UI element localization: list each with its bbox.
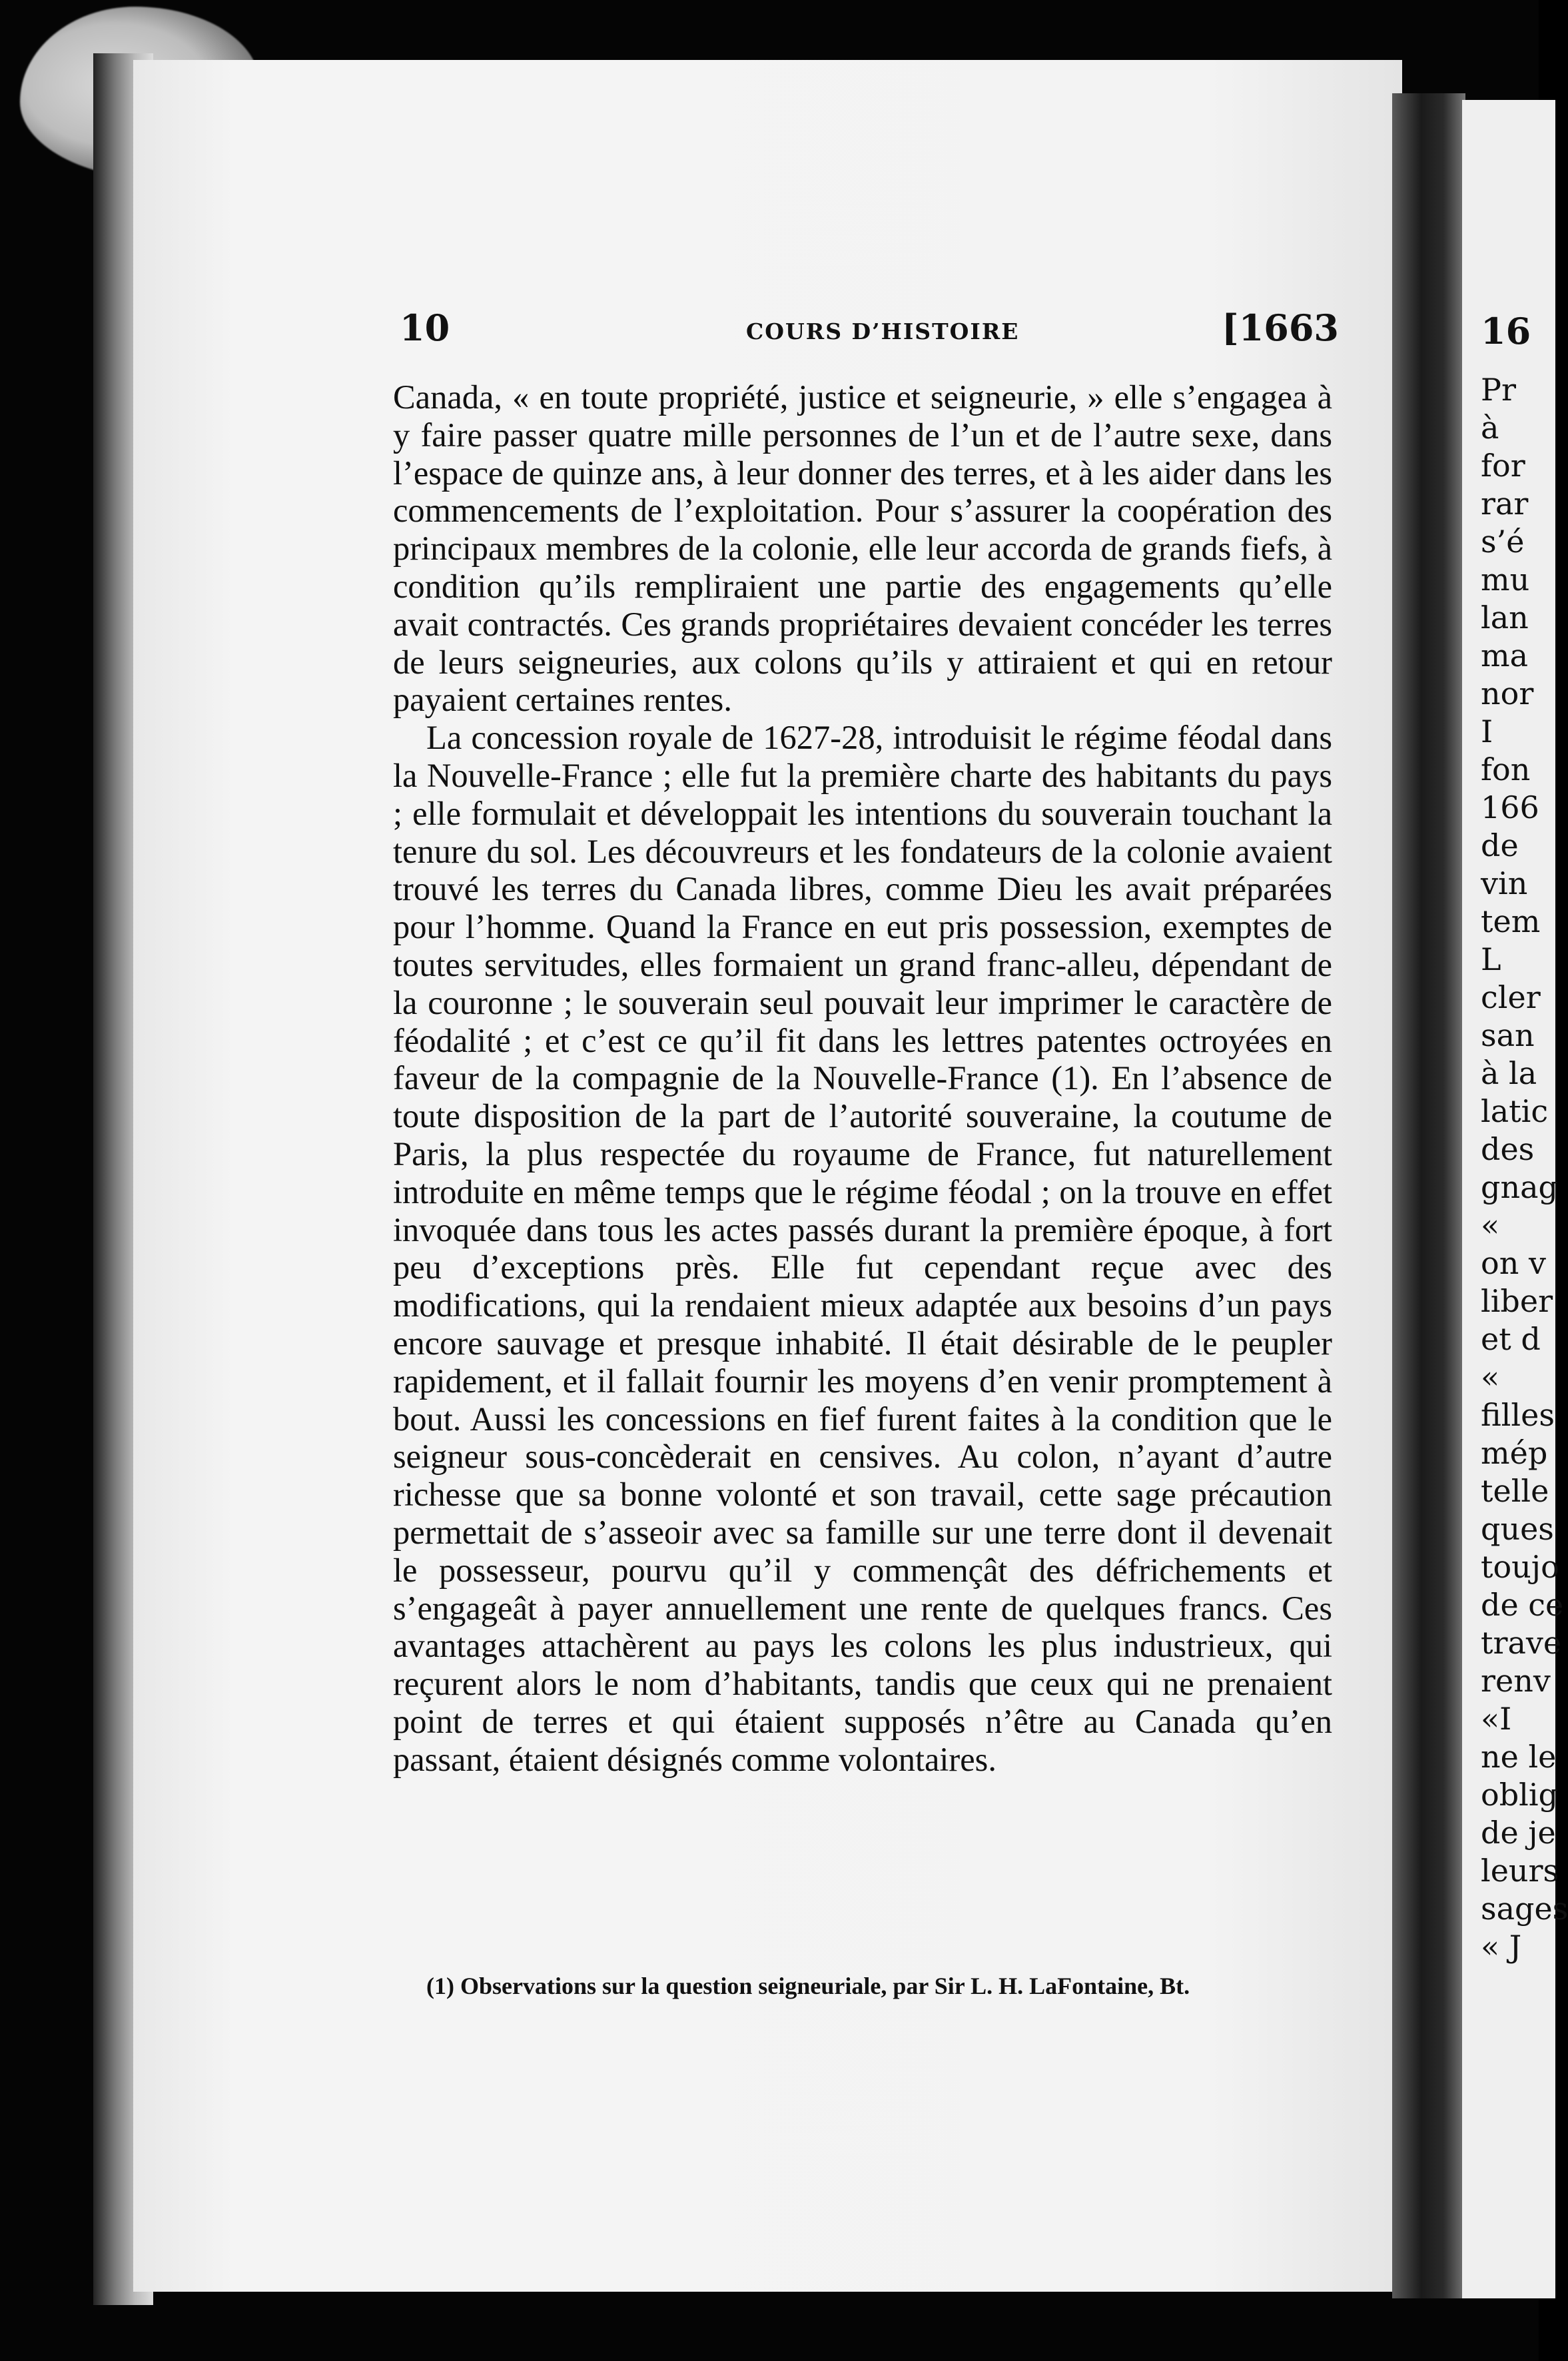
paragraph: Canada, « en toute propriété, justice et seigneurie, » elle s’engagea à y faire passer quatre mille personnes de l’un et de l’autre sexe, dans l’espace de quinze ans, à leur donner des terres, et à les aider dans les commencements de l’exploitation. Pour s’assurer la coopération des principaux membres de la colonie, elle leur accorda de grands fiefs, à condition qu’ils rempliraient une partie des engagements qu’elle avait contractés. Ces grands propriétaires devaient concéder les terres de leurs seigneuries, aux colons qu’ils y attiraient et qui en retour payaient certaines rentes. — [393, 378, 1332, 719]
year-marker: [1663 — [1222, 306, 1339, 349]
next-page-text-fragment: et d — [1481, 1321, 1541, 1357]
next-page-text-fragment: trave — [1481, 1625, 1562, 1661]
next-page-text-fragment: des — [1481, 1131, 1535, 1167]
next-page-text-fragment: « J — [1481, 1929, 1522, 1965]
next-page-text-fragment: for — [1481, 448, 1525, 484]
next-page-text-fragment: à la — [1481, 1055, 1537, 1091]
next-page-text-fragment: renv — [1481, 1663, 1551, 1699]
next-page-text-fragment: sages — [1481, 1891, 1568, 1927]
body-text — [393, 378, 1332, 1778]
page-gutter — [1392, 93, 1465, 2298]
next-page-text-fragment: filles — [1481, 1397, 1555, 1433]
next-page-text-fragment: «I — [1481, 1701, 1512, 1737]
next-page-text-fragment: leurs — [1481, 1853, 1559, 1889]
next-page-edge — [1462, 100, 1568, 2298]
next-page-text-fragment: « — [1481, 1359, 1500, 1395]
running-title: COURS D’HISTOIRE — [746, 318, 1020, 344]
next-page-text-fragment: s’é — [1481, 524, 1525, 560]
next-page-text-fragment: L — [1481, 941, 1501, 977]
footnote: (1) Observations sur la question seigneuriale, par Sir L. H. LaFontaine, Bt. — [426, 1973, 1190, 1999]
page-header — [400, 306, 1339, 353]
next-page-text-fragment: tem — [1481, 903, 1541, 939]
next-page-text-fragment: de je — [1481, 1815, 1556, 1851]
paragraph: La concession royale de 1627-28, introduisit le régime féodal dans la Nouvelle-France ; elle fut la première charte des habitants du pays ; elle formulait et développait les intentions du souverain touchant la tenure du sol. Les découvreurs et les fondateurs de la colonie avaient trouvé les terres du Canada libres, comme Dieu les avait préparées pour l’homme. Quand la France en eut pris possession, exemptes de toutes servitudes, elles formaient un grand franc-alleu, dépendant de la couronne ; le souverain seul pouvait leur imprimer le caractère de féodalité ; et c’est ce qu’il fit dans les lettres patentes octroyées en faveur de la compagnie de la Nouvelle-France (1). En l’absence de toute disposition de la part de l’autorité souveraine, la coutume de Paris, la plus respectée du royaume de France, fut naturellement introduite en même temps que le régime féodal ; on la trouve en effet invoquée dans tous les actes passés durant la première époque, à fort peu d’exceptions près. Elle fut cependant reçue avec des modifications, qui la rendaient mieux adaptée aux besoins d’un pays encore sauvage et presque inhabité. Il était désirable de le peupler rapidement, et il fallait fournir les moyens d’en venir promptement à bout. Aussi les concessions en fief furent faites à la condition que le seigneur sous-concèderait en censives. Au colon, n’ayant d’autre richesse que sa bonne volonté et son travail, cette sage précaution permettait de s’asseoir avec sa famille sur une terre dont il devenait le possesseur, pourvu qu’il y commençât des défrichements et s’engageât à payer annuellement une rente de quelques francs. Ces avantages attachèrent au pays les colons les plus industrieux, qui reçurent alors le nom d’habitants, tandis que ceux qui ne prenaient point de terres et qui étaient supposés n’être au Canada qu’en passant, étaient désignés comme volontaires. — [393, 719, 1332, 1778]
page-number: 10 — [400, 306, 450, 349]
next-page-text-fragment: lan — [1481, 600, 1529, 636]
next-page-text-fragment: Pr — [1481, 372, 1516, 408]
next-page-text-fragment: de ce — [1481, 1587, 1564, 1623]
next-page-text-fragment: ques — [1481, 1511, 1554, 1547]
next-page-text-fragment: rar — [1481, 486, 1529, 522]
next-page-text-fragment: oblig — [1481, 1777, 1559, 1813]
next-page-text-fragment: ma — [1481, 638, 1529, 674]
next-page-text-fragment: latic — [1481, 1093, 1549, 1129]
next-page-text-fragment: de — [1481, 827, 1519, 863]
next-page-text-fragment: 166 — [1481, 789, 1539, 825]
next-page-text-fragment: fon — [1481, 751, 1531, 787]
next-page-text-fragment: mép — [1481, 1435, 1548, 1471]
next-page-text-fragment: 16 — [1481, 310, 1531, 352]
next-page-text-fragment: I — [1481, 713, 1493, 749]
next-page-text-fragment: nor — [1481, 676, 1534, 711]
next-page-text-fragment: on v — [1481, 1245, 1546, 1281]
next-page-text-fragment: mu — [1481, 562, 1530, 598]
next-page-text-fragment: telle — [1481, 1473, 1549, 1509]
next-page-text-fragment: san — [1481, 1017, 1535, 1053]
next-page-text-fragment: gnag — [1481, 1169, 1558, 1205]
next-page-text-fragment: à — [1481, 410, 1499, 446]
next-page-text-fragment: ne le — [1481, 1739, 1557, 1775]
next-page-text-fragment: toujo — [1481, 1549, 1559, 1585]
next-page-text-fragment: cler — [1481, 979, 1541, 1015]
next-page-text-fragment: « — [1481, 1207, 1500, 1243]
next-page-text-fragment: liber — [1481, 1283, 1553, 1319]
next-page-text-fragment: vin — [1481, 865, 1528, 901]
